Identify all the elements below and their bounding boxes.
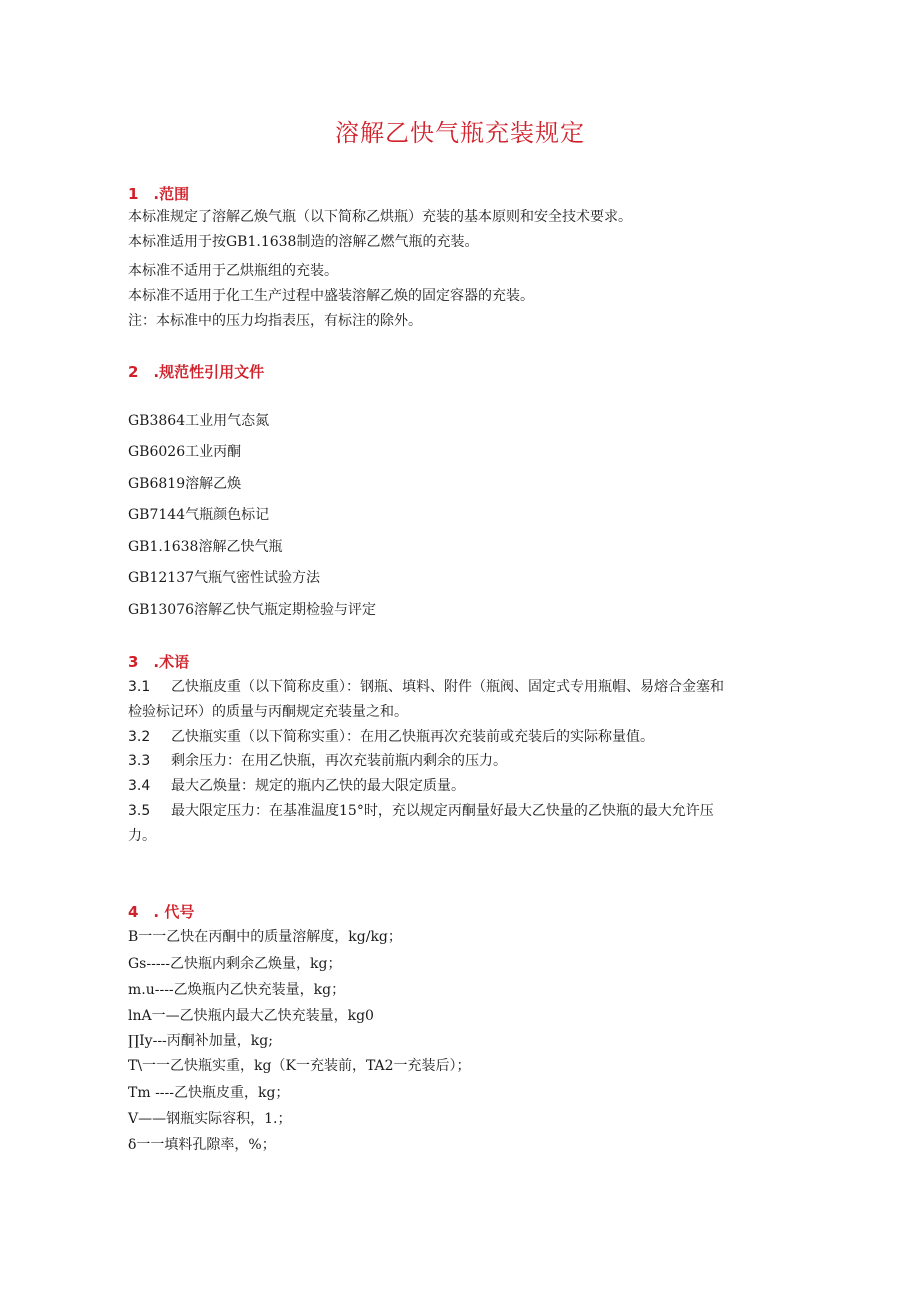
symbol-item: δ一一填料孔隙率，%； [128, 1137, 276, 1153]
term-item [128, 776, 465, 796]
symbol-item: T\一一乙快瓶实重，kg（K一充装前，TA2一充装后）； [128, 1058, 471, 1074]
term-item [128, 826, 156, 846]
term-text: 检验标记环）的质量与丙酮规定充装量之和。 [128, 704, 408, 720]
term-number: 3.5 [128, 803, 151, 819]
reference-item: GB3864工业用气态氮 [128, 413, 270, 429]
scope-line: 本标准不适用于化工生产过程中盛装溶解乙焕的固定容器的充装。 [128, 288, 534, 304]
term-number: 3.1 [128, 679, 151, 695]
reference-item: GB1.1638溶解乙快气瓶 [128, 539, 283, 555]
term-text: 最大乙焕量：规定的瓶内乙快的最大限定质量。 [171, 778, 465, 794]
symbol-item: ∏Iy---丙酮补加量，kg; [128, 1033, 273, 1049]
term-number: 3.4 [128, 778, 151, 794]
reference-item: GB7144气瓶颜色标记 [128, 507, 270, 523]
symbol-item: m.u----乙焕瓶内乙快充装量，kg； [128, 982, 346, 998]
term-item [128, 677, 724, 697]
term-text: 力。 [128, 828, 156, 844]
scope-line: 本标准适用于按GB1.1638制造的溶解乙燃气瓶的充装。 [128, 234, 479, 250]
section-heading-references: 2 .规范性引用文件 [128, 363, 265, 381]
term-text: 乙快瓶皮重（以下简称皮重）：钢瓶、填料、附件（瓶阀、固定式专用瓶帽、易熔合金塞和 [171, 679, 724, 695]
term-number: 3.2 [128, 729, 151, 745]
scope-note: 注：本标准中的压力均指表压，有标注的除外。 [128, 313, 422, 329]
symbol-item: V——钢瓶实际容积，1.； [128, 1111, 292, 1127]
symbol-item: Tm ----乙快瓶皮重，kg； [128, 1085, 290, 1101]
scope-line: 本标准不适用于乙烘瓶组的充装。 [128, 263, 338, 279]
reference-item: GB6026工业丙酮 [128, 444, 242, 460]
section-heading-terms: 3 .术语 [128, 653, 190, 671]
term-item [128, 751, 507, 771]
section-heading-scope: 1 .范围 [128, 185, 190, 203]
term-item [128, 801, 714, 821]
reference-item: GB13076溶解乙快气瓶定期检验与评定 [128, 602, 377, 618]
section-heading-symbols: 4 . 代号 [128, 903, 195, 921]
term-item [128, 702, 408, 722]
reference-item: GB6819溶解乙焕 [128, 476, 242, 492]
term-text: 剩余压力：在用乙快瓶，再次充装前瓶内剩余的压力。 [171, 753, 507, 769]
term-text: 最大限定压力：在基准温度15°时，充以规定丙酮量好最大乙快量的乙快瓶的最大允许压 [171, 803, 714, 819]
reference-item: GB12137气瓶气密性试验方法 [128, 570, 321, 586]
document-title: 溶解乙快气瓶充装规定 [335, 119, 585, 147]
symbol-item: lnA一—乙快瓶内最大乙快充装量，kg0 [128, 1008, 374, 1024]
term-number: 3.3 [128, 753, 151, 769]
symbol-item: Gs-----乙快瓶内剩余乙焕量，kg； [128, 956, 342, 972]
symbol-item: B一一乙快在丙酮中的质量溶解度，kg/kg； [128, 929, 402, 945]
scope-line: 本标准规定了溶解乙焕气瓶（以下简称乙烘瓶）充装的基本原则和安全技术要求。 [128, 209, 632, 225]
term-item [128, 727, 654, 747]
term-text: 乙快瓶实重（以下简称实重）：在用乙快瓶再次充装前或充装后的实际称量值。 [171, 729, 654, 745]
